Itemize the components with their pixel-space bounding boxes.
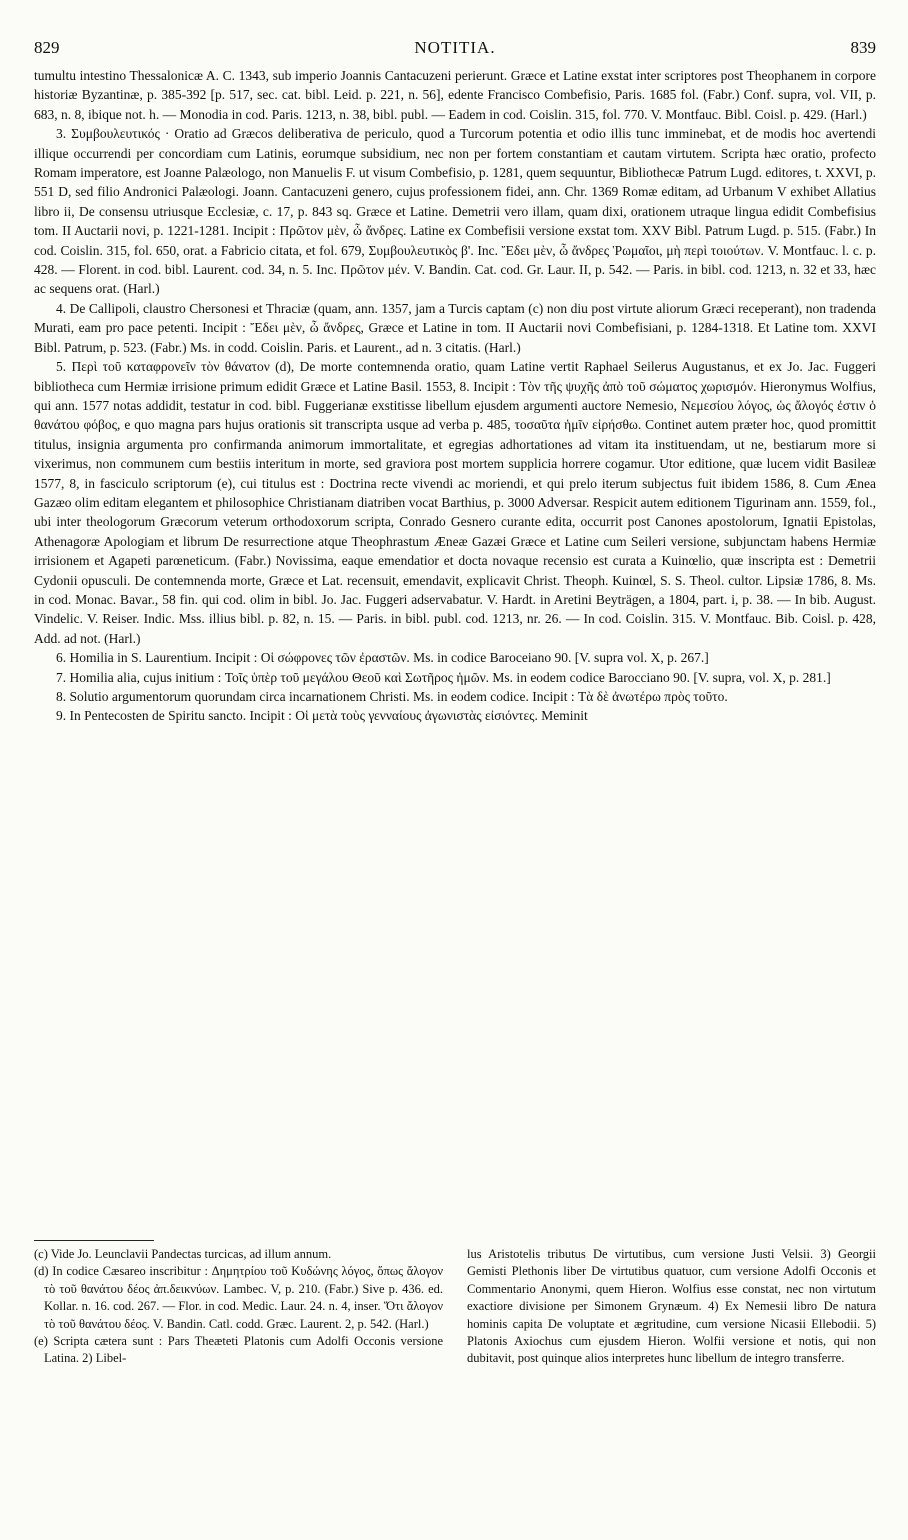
page-number-left: 829 xyxy=(34,38,60,57)
page-header xyxy=(34,38,876,62)
paragraph-continuation: tumultu intestino Thessalonicæ A. C. 1343, sub imperio Joannis Cantacuzeni perierunt. Græce et Latine exstat inter scriptores post Theophanem in corpore historiæ Byzantinæ, p. 385-392 [p. 517, sec. cat. bibl. Leid. p. 221, n. 56], edente Francisco Combefisio, Paris. 1685 fol. (Fabr.) Conf. supra, vol. VII, p. 683, n. 8, ibique not. h. — Monodia in cod. Paris. 1213, n. 38, bibl. publ. — Eadem in cod. Coislin. 315, fol. 770. V. Montfauc. Bibl. Coisl. p. 429. (Harl.) xyxy=(34,68,876,122)
paragraph-item-4: 4. De Callipoli, claustro Chersonesi et Thraciæ (quam, ann. 1357, jam a Turcis captam (c) non diu post virtute aliorum Græci receperant), non tradenda Murati, eam pro pace petenti. Incipit : Ἔδει μὲν, ὦ ἄνδρες, Græce et Latine in tom. II Auctarii novi Combefisiani, p. 1284-1318. Et Latine tom. XXVI Bibl. Patrum, p. 523. (Fabr.) Ms. in codd. Coislin. Paris. et Laurent., ad n. 3 citatis. (Harl.) xyxy=(34,300,876,355)
paragraph-item-8: 8. Solutio argumentorum quorundam circa incarnationem Christi. Ms. in eodem codice. Incipit : Τὰ δὲ ἀνωτέρω πρὸς τοῦτο. xyxy=(56,689,728,704)
footnotes-left-column xyxy=(34,1246,443,1368)
paragraph-item-3: 3. Συμβουλευτικός · Oratio ad Græcos deliberativa de periculo, quod a Turcorum potentia et odio illis tunc imminebat, et de modis hoc avertendi illique occurrendi per concordiam cum Latinis, eorumque subsidium, nec non per fortem constantiam et cautam virtutem. Scripta hæc oratio, profecto Romam imperatore, est Joanne Palæologo, non Manuelis F. ut visum Combefisio, p. 1281, quem sequuntur, Bibliothecæ Patrum Lugd. editores, t. XXVI, p. 551 D, sed filio Andronici Palæologi. Joann. Cantacuzeni genero, cujus professionem fidei, ann. Chr. 1369 Romæ editam, ad Urbanum V exhibet Allatius libro ii, De consensu utriusque Ecclesiæ, c. 17, p. 843 sq. Græce et Latine. Demetrii vero illam, quam dixi, orationem utraque lingua edidit Combefisius tom. II Auctarii novi, p. 1221-1281. Incipit : Πρῶτον μὲν, ὦ ἄνδρες. Latine ex Combefisii versione exstat tom. XXV Bibl. Patrum Lugd. p. 515. (Fabr.) In cod. Coislin. 315, fol. 650, orat. a Fabricio citata, et fol. 679, Συμβουλευτικὸς β'. Inc. Ἔδει μὲν, ὦ ἄνδρες Ῥωμαῖοι, μὴ περὶ τοιούτων. V. Montfauc. l. c. p. 428. — Florent. in cod. bibl. Laurent. cod. 34, n. 5. Inc. Πρῶτον μέν. V. Bandin. Cat. cod. Gr. Laur. II, p. 542. — Paris. in bibl. cod. 1213, n. 32 et 33, hæc ac sequens orat. (Harl.) xyxy=(34,126,876,297)
paragraph-item-5: 5. Περὶ τοῦ καταφρονεῖν τὸν θάνατον (d), De morte contemnenda oratio, quam Latine vertit Raphael Seilerus Augustanus, et ex Jo. Jac. Fuggeri bibliotheca cum Hermiæ irrisione primum edidit Græce et Latine Basil. 1553, 8. Incipit : Τὸν τῆς ψυχῆς ἀπὸ τοῦ σώματος χωρισμόν. Hieronymus Wolfius, qui ann. 1577 notas addidit, testatur in cod. bibl. Fuggerianæ exstitisse libellum ejusdem argumenti auctore Nemesio, Νεμεσίου λόγος, ὡς ἄλογός ἐστιν ὁ θανάτου φόβος, e quo magna pars hujus orationis sit transcripta usque ad verba p. 485, τοσαῦτα ἡμῖν εἰρήσθω. Continet autem præter hoc, quod promittit titulus, insignia argumenta pro confirmanda animorum immortalitate, et egregias adhortationes ad vitam ita instituendam, ut ne, bestiarum more si vixerimus, non communem cum bestiis interitum in morte, sed graviora post mortem supplicia horrere cogamur. Utor editione, quæ lucem vidit Basileæ 1577, 8, in fasciculo scriptorum (e), cui titulus est : Doctrina recte vivendi ac moriendi, et qui prelo iterum subjectus fuit ibidem 1586, 8. Cum Æneа Gazæo olim editam elegantem et philosophice Christianam diatriben vocat Barthius, p. 3000 Adversar. Respicit autem editionem Tigurinam ann. 1559, fol., ubi inter theologorum Græcorum veterum orthodoxorum scripta, Conrado Gesnero curante edita, occurrit post Canones apostolorum, Ignatii Epistolas, Athenagoræ Apologiam et librum De resurrectione atque Theophrastum Æneæ Gazæi Græce et Latine cum Seileri versione, subjunctam habens Hermiæ irrisionem et Agapeti parœneticum. (Fabr.) Novissima, eaque emendatior et docta novaque recensio est curata a Kuinœlio, quæ inscripta est : Demetrii Cydonii opusculi. De contemnenda morte, Græce et Lat. recensuit, emendavit, explicavit Christ. Theoph. Kuinœl, S. S. Theol. cultor. Lipsiæ 1786, 8. Ms. in cod. Monac. Bavar., 58 fin. qui cod. olim in bibl. Jo. Jac. Fuggeri adservabatur. V. Hardt. in Aretini Beyträgen, a 1804, part. i, p. 38. — In bib. August. Vindelic. V. Reiser. Indic. Mss. illius bibl. p. 82, n. 15. — Paris. in bibl. publ. cod. 1213, nr. 26. — In cod. Coislin. 315. V. Montfauc. Bib. Coisl. p. 428, Add. ad not. (Harl.) xyxy=(34,359,876,646)
footnote-d: (d) In codice Cæsareo inscribitur : Δημητρίου τοῦ Κυδώνης λόγος, ὅπως ἄλογον τὸ τοῦ θανάτου δέος ἀπ.δεικνύων. Lambec. V, p. 210. (Fabr.) Sive p. 436. ed. Kollar. n. 16. cod. 267. — Flor. in cod. Medic. Laur. 24. n. 4, inser. Ὅτι ἄλογον τὸ τοῦ θανάτου δέος. V. Bandin. Catl. codd. Græc. Laurent. 2, p. 542. (Harl.) xyxy=(34,1264,443,1331)
footnotes xyxy=(34,1246,876,1368)
page-number-right: 839 xyxy=(850,38,876,57)
footnote-e-continued: lus Aristotelis tributus De virtutibus, cum versione Justi Velsii. 3) Georgii Gemisti Plethonis liber De virtutibus quatuor, cum versione Adolfi Occonis et Commentario Anonymi, quem Hieron. Wolfius esse constat, nec non virtutum exactiore divisione per Simonem Grynæum. 4) Ex Nemesii libro De natura hominis capita De voluptate et ægritudine, cum versione Nicasii Ellebodii. 5) Platonis Axiochus cum ejusdem Hieron. Wolfii versione et notis, qui non dubitavit, post quinque alios interpretes hunc libellum de integro transferre. xyxy=(467,1247,876,1366)
footnotes-right-column xyxy=(467,1246,876,1368)
paragraph-item-6: 6. Homilia in S. Laurentium. Incipit : Οἱ σώφρονες τῶν ἐραστῶν. Ms. in codice Baroceiano 90. [V. supra vol. X, p. 267.] xyxy=(56,650,709,666)
main-text xyxy=(34,66,876,726)
footnote-c: (c) Vide Jo. Leunclavii Pandectas turcicas, ad illum annum. xyxy=(34,1247,332,1261)
footnote-e: (e) Scripta cætera sunt : Pars Theæteti Platonis cum Adolfi Occonis versione Latina. 2) Libel- xyxy=(34,1334,443,1366)
paragraph-item-9: 9. In Pentecosten de Spiritu sancto. Incipit : Οἱ μετὰ τοὺς γενναίους ἀγωνιστὰς εἰσιόντες. Meminit xyxy=(56,708,588,724)
paragraph-item-7: 7. Homilia alia, cujus initium : Τοῖς ὑπὲρ τοῦ μεγάλου Θεοῦ καὶ Σωτῆρος ἡμῶν. Ms. in eodem codice Barocciano 90. [V. supra, vol. X, p. 281.] xyxy=(56,669,831,685)
footnote-divider xyxy=(34,1240,154,1241)
running-title: NOTITIA. xyxy=(414,38,496,57)
